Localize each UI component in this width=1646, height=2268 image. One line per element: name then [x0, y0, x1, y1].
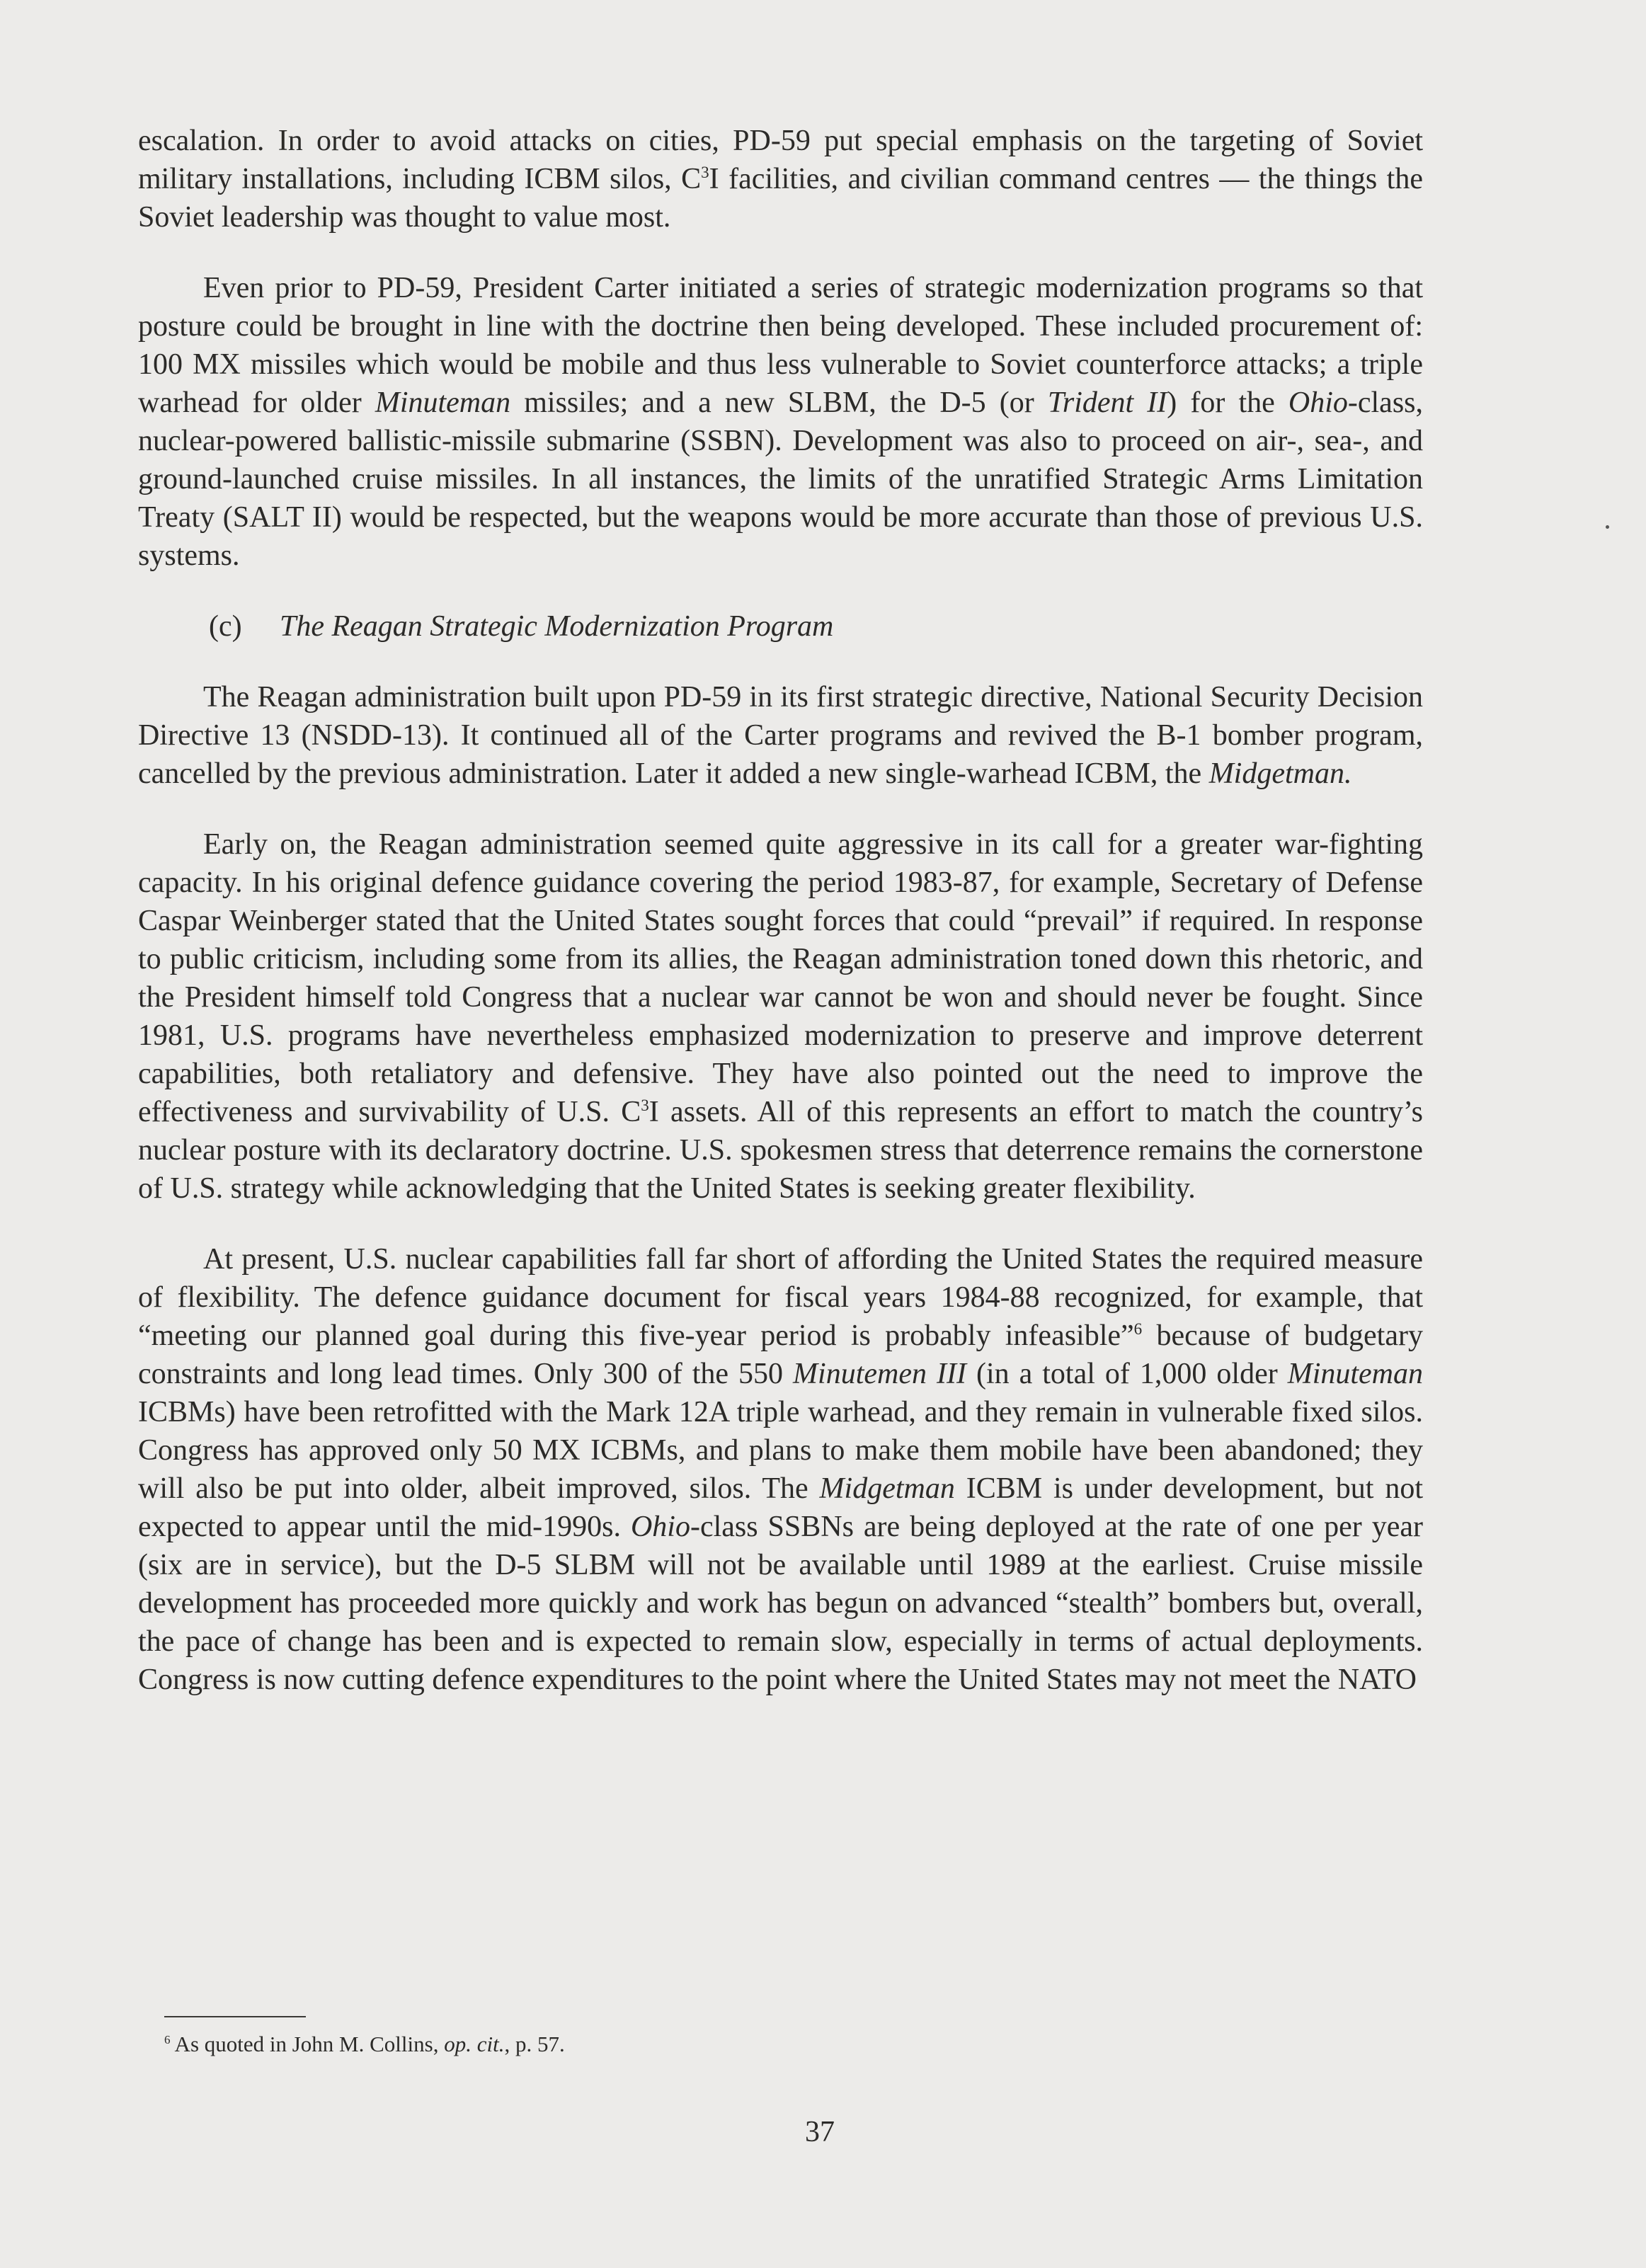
superscript: 3: [641, 1096, 649, 1114]
paragraph-4: [138, 825, 1423, 1208]
text-run: Even prior to PD-59, President Carter initiated a series of strategic modernization programs so that posture could be brought in line with the doctrine then being developed. These included procurement of: 100 MX missiles which would be mobile and thus less vulnerable to Soviet counterforce attacks; a triple warhead for older: [138, 272, 1423, 419]
paragraph-1: [138, 122, 1423, 236]
text-run: (in a total of 1,000 older: [966, 1358, 1288, 1390]
text-run: Early on, the Reagan administration seemed quite aggressive in its call for a greater war-fighting capacity. In his original defence guidance covering the period 1983-87, for example, Secretary of Defense Caspar Weinberger stated that the United States sought forces that could “prevail” if required. In response to public criticism, including some from its allies, the Reagan administration toned down this rhetoric, and the President himself told Congress that a nuclear war cannot be won and should never be fought. Since 1981, U.S. programs have nevertheless emphasized modernization to preserve and improve deterrent capabilities, both retaliatory and defensive. They have also pointed out the need to improve the effectiveness and survivability of U.S. C: [138, 828, 1423, 1128]
italic-text: Ohio: [630, 1511, 690, 1543]
italic-text: Midgetman.: [1208, 757, 1352, 790]
footnote: [164, 2030, 565, 2058]
text-run: missiles; and a new SLBM, the D-5 (or: [510, 386, 1048, 419]
italic-text: Midgetman: [819, 1472, 955, 1505]
italic-text: Ohio: [1288, 386, 1348, 419]
text-run: I facilities, and civilian command centres — the things the Soviet leadership was thought to value most.: [138, 163, 1423, 234]
scan-speck: [1606, 525, 1609, 529]
page-number: 37: [805, 2116, 835, 2148]
text-run: I assets. All of this represents an effort to match the country’s nuclear posture with its declaratory doctrine. U.S. spokesmen stress that deterrence remains the cornerstone of U.S. strategy while acknowledging that the United States is seeking greater flexibility.: [138, 1096, 1423, 1205]
body-text: [138, 122, 1423, 1699]
italic-text: Minuteman: [1287, 1358, 1423, 1390]
footnote-divider: [164, 2016, 306, 2017]
text-run: escalation. In order to avoid attacks on cities, PD-59 put special emphasis on the targeting of Soviet military installations, including ICBM silos, C: [138, 125, 1423, 195]
paragraph-2: [138, 269, 1423, 575]
paragraph-3: [138, 678, 1423, 793]
paragraph-5: [138, 1240, 1423, 1699]
text-run: ICBMs) have been retrofitted with the Mark 12A triple warhead, and they remain in vulnerable fixed silos. Congress has approved only 50 MX ICBMs, and plans to make them mobile have been abandoned; they will also be put into older, albeit improved, silos. The: [138, 1396, 1423, 1505]
text-run: As quoted in John M. Collins,: [170, 2032, 445, 2056]
text-run: -class SSBNs are being deployed at the rate of one per year (six are in service), but the D-5 SLBM will not be available until 1989 at the earliest. Cruise missile development has proceeded more quickly and work has begun on advanced “stealth” bombers but, overall, the pace of change has been and is expected to remain slow, especially in terms of actual deployments. Congress is now cutting defence expenditures to the point where the United States may not meet the NATO: [138, 1511, 1423, 1696]
text-run: because of budgetary constraints and long lead times. Only 300 of the 550: [138, 1319, 1423, 1390]
text-run: ICBM is under development, but not expected to appear until the mid-1990s.: [138, 1472, 1423, 1543]
italic-text: Minutemen III: [793, 1358, 966, 1390]
section-title: The Reagan Strategic Modernization Program: [280, 610, 834, 643]
footnote-reference: 6: [1133, 1319, 1143, 1338]
text-run: The Reagan administration built upon PD-59 in its first strategic directive, National Security Decision Directive 13 (NSDD-13). It continued all of the Carter programs and revived the B-1 bomber program, cancelled by the previous administration. Later it added a new single-warhead ICBM, the: [138, 681, 1423, 790]
section-label: (c): [209, 610, 242, 643]
italic-text: op. cit.: [444, 2032, 505, 2056]
text-run: At present, U.S. nuclear capabilities fall far short of affording the United States the required measure of flexibility. The defence guidance document for fiscal years 1984-88 recognized, for example, that “meeting our planned goal during this five-year period is probably infeasible”: [138, 1243, 1423, 1352]
text-run: , p. 57.: [504, 2032, 565, 2056]
text-run: ) for the: [1167, 386, 1288, 419]
italic-text: Trident II: [1047, 386, 1167, 419]
section-heading: [138, 607, 1423, 646]
footnote-marker: 6: [164, 2032, 171, 2046]
text-run: -class, nuclear-powered ballistic-missile submarine (SSBN). Development was also to proceed on air-, sea-, and ground-launched cruise missiles. In all instances, the limits of the unratified Strategic Arms Limitation Treaty (SALT II) would be respected, but the weapons would be more accurate than those of previous U.S. systems.: [138, 386, 1424, 572]
italic-text: Minuteman: [375, 386, 511, 419]
superscript: 3: [701, 163, 709, 181]
